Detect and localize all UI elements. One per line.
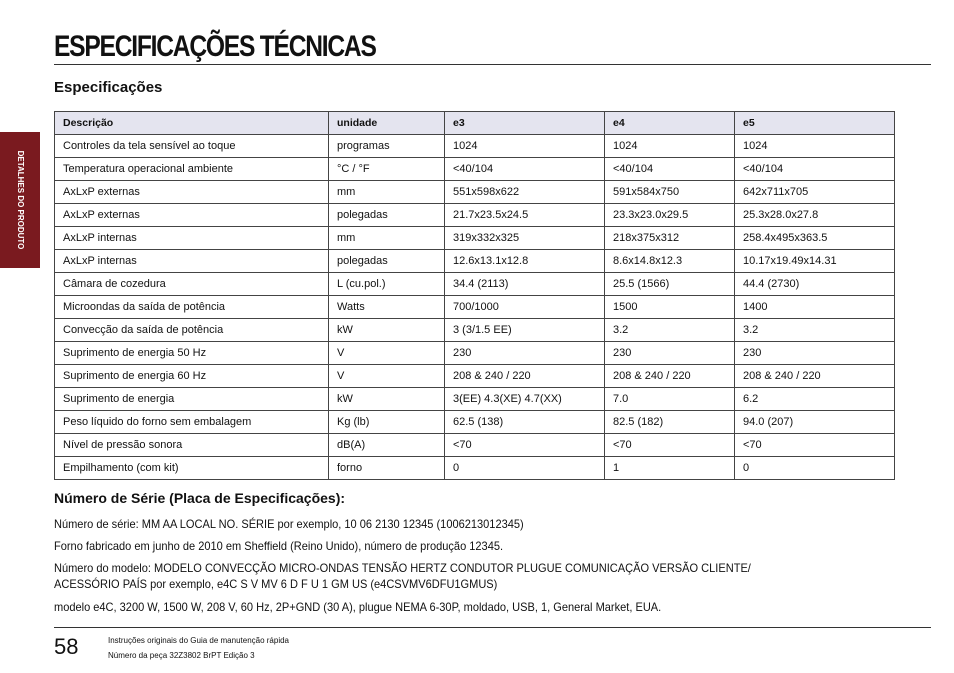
table-cell: 1024 (445, 135, 605, 158)
table-cell: <70 (445, 434, 605, 457)
table-cell: 8.6x14.8x12.3 (605, 250, 735, 273)
table-row (55, 273, 895, 296)
table-cell: 551x598x622 (445, 181, 605, 204)
table-cell: 208 & 240 / 220 (445, 365, 605, 388)
table-cell: 258.4x495x363.5 (735, 227, 895, 250)
table-cell: Nível de pressão sonora (55, 434, 329, 457)
table-cell: kW (329, 388, 445, 411)
table-cell: AxLxP externas (55, 181, 329, 204)
table-cell: Suprimento de energia 50 Hz (55, 342, 329, 365)
header-cell: e4 (605, 112, 735, 135)
table-cell: 230 (735, 342, 895, 365)
table-cell: 94.0 (207) (735, 411, 895, 434)
table-cell: polegadas (329, 250, 445, 273)
table-cell: kW (329, 319, 445, 342)
table-cell: 1024 (735, 135, 895, 158)
header-cell: e5 (735, 112, 895, 135)
table-cell: 23.3x23.0x29.5 (605, 204, 735, 227)
table-cell: Suprimento de energia 60 Hz (55, 365, 329, 388)
table-cell: AxLxP internas (55, 250, 329, 273)
table-cell: 10.17x19.49x14.31 (735, 250, 895, 273)
table-cell: Peso líquido do forno sem embalagem (55, 411, 329, 434)
table-cell: 7.0 (605, 388, 735, 411)
table-cell: <70 (605, 434, 735, 457)
table-row (55, 342, 895, 365)
table-cell: <40/104 (735, 158, 895, 181)
table-cell: 230 (445, 342, 605, 365)
table-cell: 218x375x312 (605, 227, 735, 250)
table-cell: 1 (605, 457, 735, 480)
table-row (55, 227, 895, 250)
table-cell: 6.2 (735, 388, 895, 411)
table-cell: forno (329, 457, 445, 480)
serial-line: Número de série: MM AA LOCAL NO. SÉRIE por exemplo, 10 06 2130 12345 (1006213012345) (54, 517, 524, 531)
table-cell: 319x332x325 (445, 227, 605, 250)
table-cell: 25.5 (1566) (605, 273, 735, 296)
header-cell: unidade (329, 112, 445, 135)
table-cell: <70 (735, 434, 895, 457)
table-cell: 44.4 (2730) (735, 273, 895, 296)
table-row (55, 388, 895, 411)
table-row (55, 181, 895, 204)
table-cell: 25.3x28.0x27.8 (735, 204, 895, 227)
table-cell: 3(EE) 4.3(XE) 4.7(XX) (445, 388, 605, 411)
footer-divider (54, 627, 931, 628)
table-row (55, 296, 895, 319)
footer-line: Número da peça 32Z3802 BrPT Edição 3 (108, 651, 255, 660)
table-cell: Microondas da saída de potência (55, 296, 329, 319)
table-cell: <40/104 (605, 158, 735, 181)
table-cell: 21.7x23.5x24.5 (445, 204, 605, 227)
table-cell: L (cu.pol.) (329, 273, 445, 296)
footer-line: Instruções originais do Guia de manutenção rápida (108, 636, 289, 645)
table-cell: °C / °F (329, 158, 445, 181)
page-number: 58 (54, 634, 79, 659)
table-cell: Watts (329, 296, 445, 319)
table-cell: Controles da tela sensível ao toque (55, 135, 329, 158)
table-cell: 3 (3/1.5 EE) (445, 319, 605, 342)
side-tab-label: DETALHES DO PRODUTO (16, 150, 25, 250)
table-cell: 208 & 240 / 220 (735, 365, 895, 388)
table-cell: <40/104 (445, 158, 605, 181)
table-row (55, 457, 895, 480)
table-cell: 3.2 (605, 319, 735, 342)
table-cell: Suprimento de energia (55, 388, 329, 411)
table-cell: mm (329, 181, 445, 204)
table-cell: AxLxP externas (55, 204, 329, 227)
table-cell: 3.2 (735, 319, 895, 342)
table-cell: AxLxP internas (55, 227, 329, 250)
table-cell: 642x711x705 (735, 181, 895, 204)
table-row (55, 158, 895, 181)
table-cell: Temperatura operacional ambiente (55, 158, 329, 181)
table-cell: 34.4 (2113) (445, 273, 605, 296)
table-cell: 591x584x750 (605, 181, 735, 204)
table-cell: 700/1000 (445, 296, 605, 319)
table-row (55, 319, 895, 342)
table-cell: 0 (445, 457, 605, 480)
table-cell: 12.6x13.1x12.8 (445, 250, 605, 273)
table-cell: dB(A) (329, 434, 445, 457)
table-cell: 62.5 (138) (445, 411, 605, 434)
table-row (55, 411, 895, 434)
table-cell: 230 (605, 342, 735, 365)
table-cell: Empilhamento (com kit) (55, 457, 329, 480)
table-row (55, 365, 895, 388)
table-cell: 1500 (605, 296, 735, 319)
side-tab (0, 132, 40, 268)
table-cell: Kg (lb) (329, 411, 445, 434)
table-row (55, 434, 895, 457)
model-line-cont: ACESSÓRIO PAÍS por exemplo, e4C S V MV 6 D F U 1 GM US (e4CSVMV6DFU1GMUS) (54, 577, 498, 591)
title-divider (54, 64, 931, 65)
model-line: Número do modelo: MODELO CONVECÇÃO MICRO-ONDAS TENSÃO HERTZ CONDUTOR PLUGUE COMUNICAÇÃO VERSÃO CLIENTE/ (54, 561, 751, 575)
table-cell: Câmara de cozedura (55, 273, 329, 296)
table-cell: 1400 (735, 296, 895, 319)
table-cell: 0 (735, 457, 895, 480)
page-title: ESPECIFICAÇÕES TÉCNICAS (54, 30, 376, 63)
table-header-row (55, 112, 895, 135)
table-cell: V (329, 365, 445, 388)
header-cell: Descrição (55, 112, 329, 135)
serial-heading: Número de Série (Placa de Especificações): (54, 490, 346, 506)
table-body (55, 135, 895, 480)
table-cell: 208 & 240 / 220 (605, 365, 735, 388)
section-heading: Especificações (54, 79, 163, 96)
table-cell: V (329, 342, 445, 365)
table-cell: 1024 (605, 135, 735, 158)
table-row (55, 135, 895, 158)
model-example-line: modelo e4C, 3200 W, 1500 W, 208 V, 60 Hz, 2P+GND (30 A), plugue NEMA 6-30P, moldado, USB, 1, General Market, EUA. (54, 600, 662, 614)
table-cell: programas (329, 135, 445, 158)
table-cell: polegadas (329, 204, 445, 227)
table-cell: mm (329, 227, 445, 250)
table-cell: Convecção da saída de potência (55, 319, 329, 342)
table-row (55, 204, 895, 227)
table-cell: 82.5 (182) (605, 411, 735, 434)
table-row (55, 250, 895, 273)
spec-table (54, 111, 895, 480)
header-cell: e3 (445, 112, 605, 135)
manufacture-line: Forno fabricado em junho de 2010 em Sheffield (Reino Unido), número de produção 12345. (54, 539, 504, 553)
